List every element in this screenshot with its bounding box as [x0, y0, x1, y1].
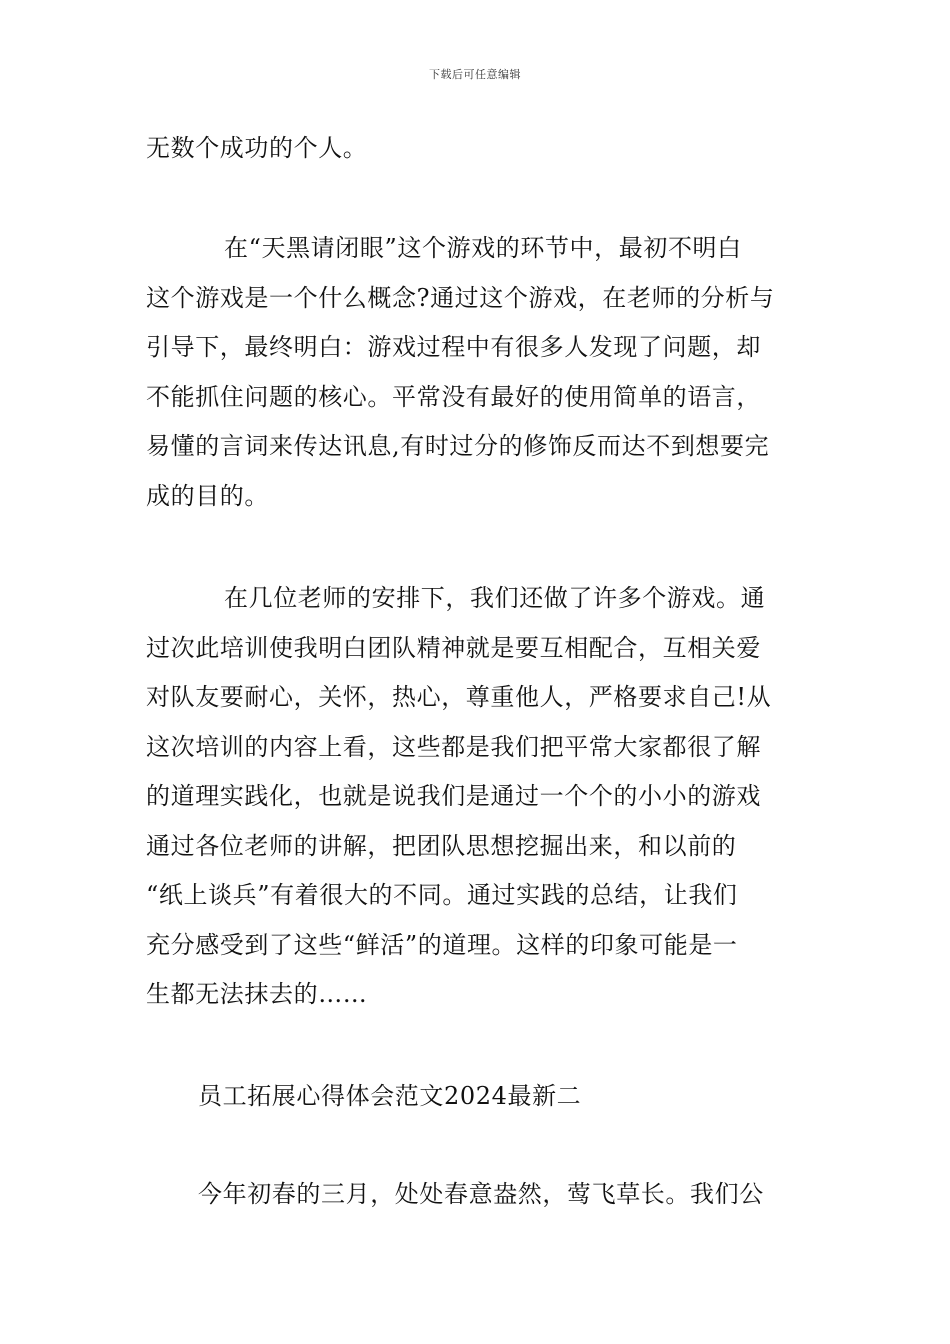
text-line: 易懂的言词来传达讯息,有时过分的修饰反而达不到想要完 [146, 432, 770, 460]
text-line: 通过各位老师的讲解，把团队思想挖掘出来，和以前的 [146, 831, 737, 860]
text-line: 无数个成功的个人。 [146, 134, 368, 162]
paragraph [146, 1170, 808, 1220]
text-line: 不能抓住问题的核心。平常没有最好的使用简单的语言， [146, 382, 761, 411]
paragraph [146, 574, 808, 1020]
text-line: 这个游戏是一个什么概念?通过这个游戏，在老师的分析与 [146, 283, 775, 312]
text-line: “纸上谈兵”有着很大的不同。通过实践的总结，让我们 [146, 881, 738, 909]
text-line: 这次培训的内容上看，这些都是我们把平常大家都很了解 [146, 732, 761, 761]
page-header-note: 下载后可任意编辑 [429, 68, 521, 81]
text-line: 员工拓展心得体会范文2024最新二 [198, 1082, 582, 1110]
text-line: 在“天黑请闭眼”这个游戏的环节中，最初不明白 [224, 234, 742, 262]
text-line: 的道理实践化，也就是说我们是通过一个个的小小的游戏 [146, 782, 761, 810]
text-line: 充分感受到了这些“鲜活”的道理。这样的印象可能是一 [146, 930, 738, 959]
text-line: 在几位老师的安排下，我们还做了许多个游戏。通 [224, 584, 766, 612]
section-heading [146, 1072, 808, 1122]
text-line: 对队友要耐心，关怀，热心，尊重他人，严格要求自己!从 [146, 683, 772, 711]
text-line: 今年初春的三月，处处春意盎然，莺飞草长。我们公 [198, 1180, 764, 1208]
paragraph [146, 224, 808, 521]
text-line: 成的目的。 [146, 481, 269, 510]
text-line: 生都无法抹去的…… [146, 980, 368, 1008]
text-line: 过次此培训使我明白团队精神就是要互相配合，互相关爱 [146, 633, 761, 662]
paragraph [146, 124, 808, 174]
text-line: 引导下，最终明白：游戏过程中有很多人发现了问题，却 [146, 333, 761, 361]
